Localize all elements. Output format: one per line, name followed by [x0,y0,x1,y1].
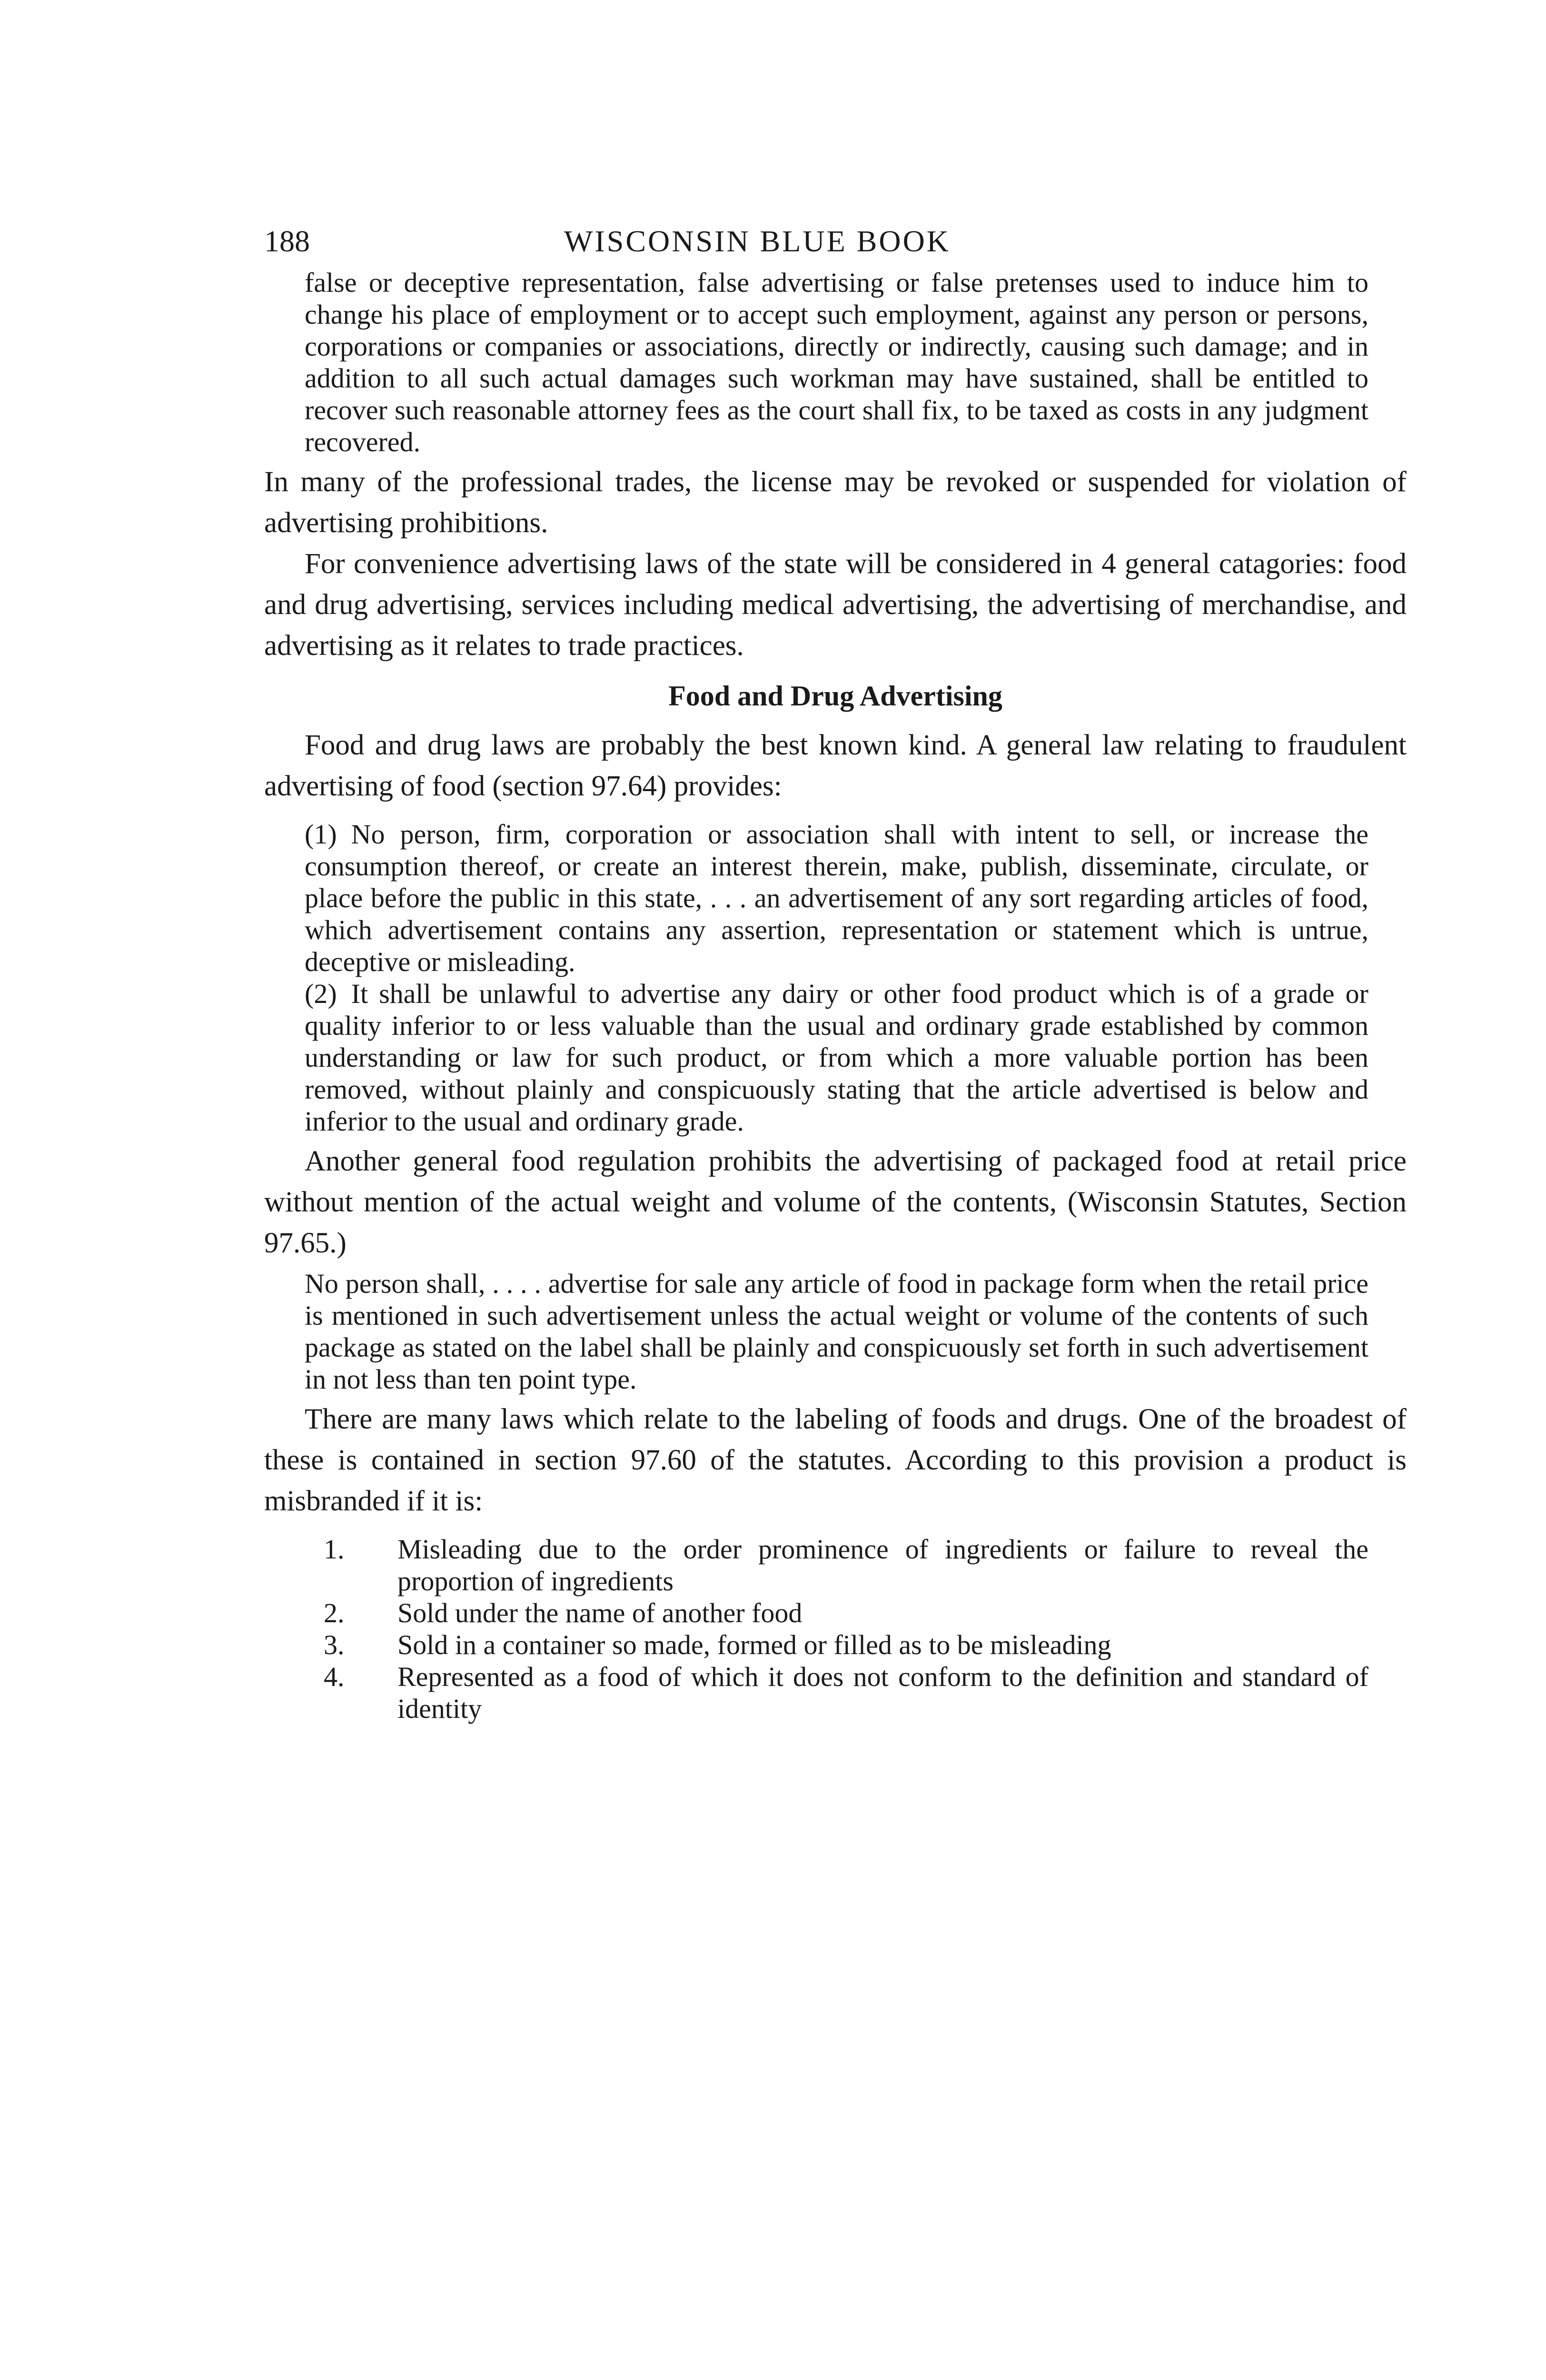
running-title: WISCONSIN BLUE BOOK [564,224,951,258]
list-item-number: 1. [324,1534,345,1565]
list-item-text: Misleading due to the order prominence of ingredients or failure to reveal the proportion of ingredients [397,1534,1368,1597]
list-item [305,1661,1368,1725]
quote-item-number: (2) [305,978,337,1009]
quote-item-number: (1) [305,819,337,850]
list-item-number: 3. [324,1629,345,1660]
section-heading: Food and Drug Advertising [668,680,1002,712]
quote-item-text: It shall be unlawful to advertise any dairy or other food product which is of a grade or quality inferior to or less valuable than the usual and ordinary grade established by common understanding or law for such product, or from which a more valuable portion has been removed, without plainly and conspicuously stating that the article advertised is below and inferior to the usual and ordinary grade. [305,978,1368,1137]
misbranding-list [305,1533,1368,1725]
page-header [264,224,1407,267]
quote-block-1: false or deceptive representation, false advertising or false pretenses used to induce him to change his place of employment or to accept such employment, against any person or persons, corporations or companies or associations, directly or indirectly, causing such damage; and in addition to all such actual damages such workman may have sustained, shall be entitled to recover such reasonable attorney fees as the court shall fix, to be taxed as costs in any judgment recovered. [305,267,1368,457]
list-item-number: 2. [324,1597,345,1628]
list-item [305,1533,1368,1597]
quote-block-3: No person shall, . . . . advertise for sale any article of food in package form when the retail price is mentioned in such advertisement unless the actual weight or volume of the contents of such package as stated on the label shall be plainly and conspicuously set forth in such advertisement in not less than ten point type. [305,1268,1368,1395]
paragraph-4: Another general food regulation prohibits the advertising of packaged food at retail price without mention of the actual weight and volume of the contents, (Wisconsin Statutes, Section 97.65.) [264,1145,1407,1259]
quote-item-1 [305,818,1368,978]
list-item-text: Sold in a container so made, formed or filled as to be misleading [397,1629,1111,1660]
list-item-text: Sold under the name of another food [397,1597,803,1628]
quote-item-text: No person, firm, corporation or association shall with intent to sell, or increase the consumption thereof, or create an interest therein, make, publish, disseminate, circulate, or place before the public in this state, . . . an advertisement of any sort regarding articles of food, which advertisement contains any assertion, representation or statement which is untrue, deceptive or misleading. [305,819,1368,977]
list-item [305,1597,1368,1629]
paragraph-3: Food and drug laws are probably the best known kind. A general law relating to fraudulent advertising of food (section 97.64) provides: [264,729,1407,802]
quote-item-2 [305,978,1368,1137]
paragraph-2: For convenience advertising laws of the state will be considered in 4 general catagories: food and drug advertising, services including medical advertising, the advertising of merchandise, and advertising as it relates to trade practices. [264,548,1407,662]
document-page [264,224,1407,1725]
list-item-text: Represented as a food of which it does not conform to the definition and standard of identity [397,1661,1368,1724]
paragraph-5: There are many laws which relate to the labeling of foods and drugs. One of the broadest of these is contained in section 97.60 of the statutes. According to this provision a product is misbranded if it is: [264,1403,1407,1517]
page-number: 188 [264,224,310,258]
list-item-number: 4. [324,1661,345,1692]
paragraph-1: In many of the professional trades, the license may be revoked or suspended for violation of advertising prohibitions. [264,466,1407,539]
list-item [305,1629,1368,1661]
quote-block-2 [305,818,1368,1137]
